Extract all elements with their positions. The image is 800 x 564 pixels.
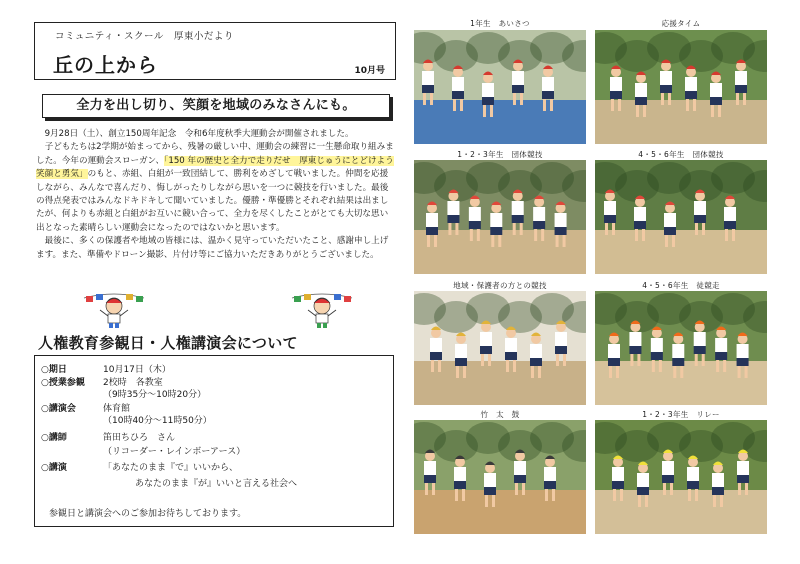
photo-scene [414,160,586,274]
info-value: 「あなたのまま『で』いいから、 [103,463,239,473]
photo-caption: 4・5・6年生 団体競技 [638,150,724,159]
photo-grades-1-3-group-event [414,160,586,274]
photo-caption: 地域・保護者の方との競技 [453,281,547,290]
photo-scene [595,420,767,534]
photo-scene [595,30,767,144]
article-body [36,128,396,262]
photo-caption: 竹 太 鼓 [480,410,520,419]
info-continuation: （10時40分～11時50分） [103,416,212,426]
article-paragraph-2 [36,141,396,235]
photo-grades-4-6-footrace [595,291,767,405]
info-label: ○講師 [41,433,67,443]
info-continuation: （9時35分～10時20分） [103,390,207,400]
article-paragraph-2-text: 子どもたちは2学期が始まってから、残暑の厳しい中、運動会の練習に一生懸命取り組みました。今年の運動会スローガン、 [36,142,394,166]
photo-grades-4-6-group-event [595,160,767,274]
photo-caption: 応援タイム [661,19,701,28]
article-paragraph-4: 最後に、多くの保護者や地域の皆様には、温かく見守っていただいたこと、感謝申し上げます。また、準備やドローン撮影、片付け等にご協力いただきありがとうございました。 [36,236,389,260]
photo-community-parents-event [414,291,586,405]
mascot-illustration-right [290,290,354,330]
photo-cheering-time [595,30,767,144]
mascot-illustration-left [82,290,146,330]
newsletter-header [34,22,396,80]
info-label: ○講演 [41,463,67,473]
photo-first-grade-greeting [414,30,586,144]
photo-scene [414,30,586,144]
info-label: ○期日 [41,365,67,375]
slogan-highlight: 「150 年の歴史と全力で走りだせ 厚東じゅうにとどけよう笑顔と勇気」 [36,155,394,180]
info-value: 10月17日（木） [103,365,171,375]
photo-caption: 1年生 あいさつ [470,19,530,28]
photo-caption: 4・5・6年生 徒競走 [642,281,720,290]
photo-scene [414,291,586,405]
photo-scene [595,160,767,274]
info-label: ○講演会 [41,404,76,414]
event-info-box [34,355,394,527]
newsletter-title: 丘の上から [53,53,158,77]
info-label: ○授業参観 [41,378,85,388]
photo-grades-1-3-relay [595,420,767,534]
slogan-banner: 全力を出し切り、笑顔を地域のみなさんにも。 [42,94,390,118]
info-value: 2校時 各教室 [103,378,163,388]
section-title: 人権教育参観日・人権講演会について [38,334,298,352]
photo-caption: 1・2・3年生 団体競技 [457,150,543,159]
photo-scene [414,420,586,534]
article-paragraph-1: 9月28日（土）、創立150周年記念 令和6年度秋季大運動会が開催されました。 [44,129,354,139]
info-value: 体育館 [103,404,131,414]
info-value: 笛田ちひろ さん [103,433,176,443]
info-continuation: （リコーダー・レインボーアース） [103,447,246,457]
info-continuation: あなたのまま『が』いいと言える社会へ [135,479,298,489]
photo-scene [595,291,767,405]
closing-message: 参観日と講演会へのご参加お待ちしております。 [49,509,247,519]
issue-label: 10月号 [354,66,385,76]
article-paragraph-3-text: のもと、赤組、白組が一致団結して、勝利をめざして戦いました。仲間を応援しながら、みんなで喜んだり、悔しがったりしながら思いを一つに競技を行いました。最後の得点発表ではみんなドキドキして聞いていました。優勝・準優勝とそれぞれ結果は出ましたが、何よりも赤組と白組がお互いに競い合って、全力を尽くしたことがとても大切な思い出となった素晴らしい運動会になったのではないかと思います。 [36,169,389,233]
photo-bamboo-drums [414,420,586,534]
photo-caption: 1・2・3年生 リレー [642,410,720,419]
header-subtitle: コミュニティ・スクール 厚東小だより [55,31,234,42]
